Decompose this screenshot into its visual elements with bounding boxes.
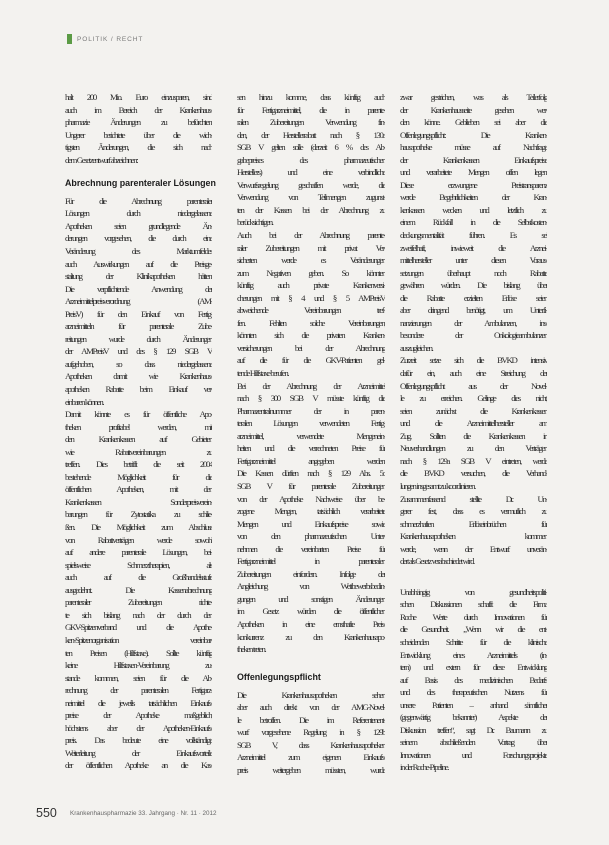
- text-line: barungen für Zytostatika zu schlie-: [65, 509, 212, 520]
- text-line: kenkassen wecken und letztlich zu: [400, 204, 547, 215]
- text-line: Bei der Abrechnung der Arzneimittel: [237, 380, 385, 391]
- text-line: treffen. Dies betrifft die seit 2004: [65, 459, 212, 470]
- page-number: 550: [36, 806, 57, 820]
- text-line: fen. Fehlten solche Vereinbarungen,: [237, 317, 385, 328]
- text-line: werde Begehrlichkeiten der Kran-: [400, 192, 547, 203]
- text-line: theken treten.: [237, 644, 266, 655]
- text-line: werde, wenn der Entwurf unverän-: [400, 543, 547, 554]
- text-line: auch im Bereich der Krankenhaus-: [65, 104, 212, 115]
- text-line: auf die für die GKV-Patienten gel-: [237, 355, 385, 366]
- text-line: abweichende Vereinbarungen tref-: [237, 305, 385, 316]
- text-line: schen Diskussionen schafft die Firma: [400, 599, 547, 610]
- text-line: auf andere parenterale Lösungen, bei-: [65, 547, 212, 558]
- section-label: POLITIK / RECHT: [77, 36, 144, 43]
- text-line: der Krankenkassen Einkaufspreise: [400, 154, 547, 165]
- text-line: im Gesetz würden die öffentlichen: [237, 606, 385, 617]
- text-line: Offenlegungspflicht aus der Novel-: [400, 380, 547, 391]
- text-line: aber auch direkt von der AMG-Novel-: [237, 702, 385, 713]
- text-line: Zubereitungen einfordern. Infolge der: [237, 568, 385, 579]
- text-line: konkurrenz zu den Krankenhausapo-: [237, 631, 385, 642]
- journal-reference: Krankenhauspharmazie 33. Jahrgang · Nr. 11 · 2012: [70, 810, 217, 817]
- text-line: Entwicklung eines Arzneimittels (in-: [400, 649, 547, 660]
- text-line: Die Krankenhausapotheken sehen: [237, 689, 385, 700]
- text-line: preis weitergeben müssten, wurde: [237, 764, 385, 775]
- text-line: höchstens aber der Apotheken-Einkaufs-: [65, 722, 212, 733]
- text-line: Für die Abrechnung parenteraler: [65, 195, 212, 206]
- text-line: Verwendung von Teilmengen zugunst-: [237, 192, 385, 203]
- text-line: auf Basis des medizinischen Bedarfs: [400, 674, 547, 685]
- text-line: könnten sich die privaten Kranken-: [237, 330, 385, 341]
- text-line: cherungen mit § 4 und § 5 AMPreisV: [237, 292, 385, 303]
- text-line: zweifelhaft, inwieweit die Arznei-: [400, 242, 547, 253]
- text-line: arzneimitteln für parenterale Zube-: [65, 321, 212, 332]
- text-line: Diese erzwungene Preistransparenz: [400, 179, 547, 190]
- text-line: setzungen überhaupt noch Rabatte: [400, 267, 547, 278]
- text-line: und verarbeitete Mengen offen legen.: [400, 167, 547, 178]
- text-line: staltung der Klinikapotheken hätten.: [65, 271, 212, 282]
- text-line: öffentlichen Apotheken, mit den: [65, 484, 212, 495]
- text-line: Auch bei der Abrechnung parente-: [237, 230, 385, 241]
- text-line: apotheken Rabatte beim Einkauf ver-: [65, 384, 212, 395]
- text-line: ten der Kassen bei der Abrechnung zu: [237, 204, 385, 215]
- text-line: tende Hilfstaxe berufen.: [237, 368, 289, 379]
- text-line: Zurzeit setze sich die BVKD intensiv: [400, 355, 547, 366]
- text-line: (gegenwärtig bekannter) Aspekte der: [400, 712, 547, 723]
- text-line: ten Preisen (Hilfstaxe). Sollte künftig: [65, 647, 212, 658]
- text-line: gewähren würden. Die bislang über: [400, 280, 547, 291]
- text-line: die Rabatte erzielten Erlöse seien: [400, 292, 547, 303]
- text-line: ken-Spitzenorganisation vereinbar-: [65, 634, 212, 645]
- text-line: und des therapeutischen Nutzens für: [400, 687, 547, 698]
- text-line: Arzneimittel zum eigenen Einkaufs-: [237, 752, 385, 763]
- text-column-3: [400, 91, 547, 774]
- paragraph: [400, 586, 547, 774]
- text-line: preis. Das bedeute eine vollständige: [65, 735, 212, 746]
- text-line: Veränderung des Marktumfeldes: [65, 246, 212, 256]
- text-line: seien zunächst die Krankenkassen: [400, 405, 547, 416]
- text-line: sen hinzu komme, dass künftig auch: [237, 92, 385, 102]
- text-line: Innovationen und Forschungsprojekte: [400, 749, 547, 760]
- text-line: Zusammenfassend stellte Dr. Un-: [400, 493, 547, 504]
- text-line: tigsten Änderungen, die sich nach: [65, 142, 212, 153]
- text-line: teralen Lösungen verwendeten Fertig-: [237, 418, 385, 429]
- text-line: Verwurfsregelung geschaffen werde, die: [237, 179, 385, 190]
- text-line: seinem abschließenden Vortrag über: [400, 737, 547, 748]
- text-line: halt 200 Mio. Euro einzusparen, sind: [65, 92, 212, 102]
- text-line: le betroffen. Die im Referentenent-: [237, 714, 385, 725]
- text-line: Offenlegungspflicht: Die Kranken-: [400, 129, 547, 140]
- text-line: einbaren können.: [65, 396, 104, 407]
- text-line: sicherten werde es Veränderungen: [237, 255, 385, 266]
- text-line: Pharmazentralnummer der in paren-: [237, 405, 385, 416]
- text-line: Herstellers) und eine verbindliche: [237, 167, 385, 178]
- text-line: und die Arzneimittelhersteller am: [400, 418, 547, 429]
- text-line: dem Gesetzentwurf abzeichnen:: [65, 154, 138, 165]
- text-line: lungen insgesamt zu koordinieren.: [400, 480, 475, 491]
- text-line: zogene Mengen, tatsächlich verarbeitete: [237, 506, 385, 517]
- text-line: te sich bislang nach der durch den: [65, 609, 212, 620]
- text-line: Zug. Sollten die Krankenkassen in: [400, 430, 547, 441]
- text-line: in der Roche-Pipeline.: [400, 762, 449, 773]
- text-line: den Krankenkassen auf Gebieten: [65, 434, 212, 445]
- text-line: Fertigarzneimittel angegeben werden.: [237, 455, 385, 466]
- text-line: dafür ein, auch eine Streichung der: [400, 368, 547, 379]
- text-line: Neuverhandlungen zu den Verträgen: [400, 443, 547, 454]
- text-line: besondere der Onkologieambulanzen: [400, 330, 547, 341]
- paragraph: [237, 229, 385, 380]
- text-line: einem Rückfall in die Selbstkosten-: [400, 217, 547, 228]
- text-line: hausapotheke müsse auf Nachfrage: [400, 142, 547, 153]
- text-line: dert als Gesetz verabschiedet wird.: [400, 556, 474, 567]
- text-line: SGB V für parenterale Zubereitungen: [237, 480, 385, 491]
- text-line: preise der Apotheke maßgeblich,: [65, 710, 212, 721]
- text-line: versicherungen bei der Abrechnung: [237, 342, 385, 353]
- text-line: wurf vorgesehene Regelung in § 129b: [237, 727, 385, 738]
- text-line: heiten und die verrechneten Preise für: [237, 443, 385, 454]
- text-line: rechnung der parenteralen Fertigarz-: [65, 685, 212, 696]
- text-line: parenteraler Zubereitungen richte-: [65, 597, 212, 608]
- text-line: die Gesundheit. „Wenn wir die ent-: [400, 624, 547, 635]
- paragraph: [65, 408, 212, 772]
- text-line: Ungerer berichtete über die wich-: [65, 129, 212, 140]
- text-line: auch Auswirkungen auf die Preisge-: [65, 258, 212, 269]
- text-line: raler Zubereitungen mit privat Ver-: [237, 242, 385, 253]
- text-line: spielsweise Schmerztherapien, als: [65, 559, 212, 570]
- text-line: von den pharmazeutischen Unter-: [237, 531, 385, 542]
- text-line: künftig auch private Krankenversi-: [237, 280, 385, 291]
- paragraph: [65, 195, 212, 408]
- text-line: Krankenkassen Sonderpreisverein-: [65, 496, 212, 507]
- text-line: berücksichtigen.: [237, 217, 273, 228]
- text-line: keine Hilfstaxen-Vereinbarung zu-: [65, 660, 212, 671]
- text-line: stande kommen, seien für die Ab-: [65, 672, 212, 683]
- text-line: zwar gestrichen, was als Teilerfolg: [400, 92, 547, 102]
- text-line: theken profitabel werden, mit: [65, 421, 212, 432]
- text-line: von Rabattverträgen werde sowohl: [65, 534, 212, 545]
- text-line: nach § 300 SGB V müsste künftig die: [237, 393, 385, 404]
- text-line: nanzierungen der Ambulanzen, ins-: [400, 317, 547, 328]
- text-line: der AMPreisV und des § 129 SGB V: [65, 346, 212, 357]
- text-line: Apotheken in eine ernsthafte Preis-: [237, 618, 385, 629]
- text-line: gungen und sonstigen Änderungen: [237, 593, 385, 604]
- text-line: nach § 129a SGB V eintreten, werde: [400, 455, 547, 466]
- text-column-2: [237, 91, 385, 776]
- section-heading: Offenlegungspflicht: [237, 671, 321, 682]
- text-line: GKV-Spitzenverband und die Apothe-: [65, 622, 212, 633]
- paragraph: [65, 91, 212, 166]
- paragraph: [400, 91, 547, 354]
- text-line: auszugleichen.: [400, 342, 433, 353]
- text-line: Arzneimittelpreisverordnung (AM-: [65, 296, 212, 307]
- text-line: tern) und extern für diese Entwicklung: [400, 662, 547, 673]
- paragraph: [237, 380, 385, 656]
- text-line: arzneimittel, verwendete Mengenein-: [237, 430, 385, 441]
- text-line: pharmazie Änderungen zu befürchten.: [65, 117, 212, 128]
- text-line: Lösungen durch niedergelassene: [65, 208, 212, 219]
- paragraph: [237, 689, 385, 777]
- text-line: Weiterleitung der Einkaufsvorteile: [65, 747, 212, 758]
- text-line: Die Kassen dürften nach § 129 Abs. 5c: [237, 468, 385, 479]
- text-line: ralen Zubereitungen Verwendung fin-: [237, 117, 385, 128]
- text-line: Apotheken damit wie Krankenhaus-: [65, 371, 212, 382]
- section-marker: [67, 34, 72, 44]
- paragraph: [400, 493, 547, 568]
- text-line: schmerzhaften Erlöseinbrüchen für: [400, 518, 547, 529]
- text-line: für Fertigarzneimittel, die in parente-: [237, 104, 385, 115]
- text-line: der öffentlichen Apotheke an die Kas-: [65, 760, 212, 771]
- text-line: Die verpflichtende Anwendung der: [65, 283, 212, 294]
- text-line: nehmen die vereinbarten Preise für: [237, 543, 385, 554]
- text-line: bestehende Möglichkeit für die: [65, 471, 212, 482]
- text-line: zum Negativen geben. So könnten: [237, 267, 385, 278]
- text-line: der Krankenhausseite gesehen wer-: [400, 104, 547, 115]
- text-line: Fertigarzneimittel in parenteralen: [237, 556, 385, 567]
- text-line: ßen. Die Möglichkeit zum Abschluss: [65, 522, 212, 533]
- text-line: aber dringend benötigt, um Unterfi-: [400, 305, 547, 316]
- text-line: reitungen wurde durch Änderungen: [65, 333, 212, 344]
- text-line: Unabhängig von gesundheitspoliti-: [400, 586, 547, 597]
- section-heading: Abrechnung parenteraler Lösungen: [65, 177, 216, 188]
- text-line: SGB V gelten solle (derzeit 6 % des Ab-: [237, 142, 385, 153]
- text-line: deckungsmentalität führen. Es sei: [400, 230, 547, 241]
- text-line: Diskussion treffen“, sagt Dr. Baumann zu: [400, 724, 547, 735]
- text-line: derungen vorgesehen, die durch eine: [65, 233, 212, 244]
- text-line: mittelhersteller unter diesen Voraus-: [400, 255, 547, 266]
- text-line: gerer fest, dass es vermutlich zu: [400, 506, 547, 517]
- text-line: auch auf die Großhandelsstufe: [65, 572, 212, 583]
- text-line: die BVKD versuchen, die Verhand-: [400, 468, 547, 479]
- text-line: den, der Herstellerrabatt nach § 130a: [237, 129, 385, 140]
- text-line: Damit könnte es für öffentliche Apo-: [65, 409, 212, 420]
- text-line: Apotheken seien grundlegende Än-: [65, 220, 212, 231]
- text-line: gabepreises des pharmazeutischen: [237, 154, 385, 165]
- text-line: den könne. Geblieben sei aber die: [400, 117, 547, 128]
- text-line: scheidenden Schritte für die klinische: [400, 636, 547, 647]
- text-line: Krankenhausapotheken kommen: [400, 531, 547, 542]
- text-line: le zu erreichen. Gelinge dies nicht,: [400, 393, 547, 404]
- text-column-1: [65, 91, 216, 772]
- text-line: von der Apotheke Nachweise über be-: [237, 493, 385, 504]
- text-line: Roche Werte durch Innovationen für: [400, 611, 547, 622]
- paragraph: [400, 354, 547, 492]
- text-line: wie Rabattvereinbarungen zu: [65, 446, 212, 457]
- text-line: aufgehoben, so dass niedergelassene: [65, 358, 212, 369]
- text-line: Mengen und Einkaufspreise sowie: [237, 518, 385, 529]
- text-line: unsere Patienten – anhand sämtlicher: [400, 699, 547, 710]
- text-line: neimittel die jeweils tatsächlichen Einkaufs-: [65, 697, 212, 708]
- paragraph: [237, 91, 385, 229]
- text-line: SGB V, dass Krankenhausapotheken: [237, 739, 385, 750]
- text-line: PreisV) für den Einkauf von Fertig-: [65, 308, 212, 319]
- text-line: ausgedehnt. Die Kassenabrechnung: [65, 584, 212, 595]
- text-line: Angleichung von Wettbewerbsbedin-: [237, 581, 385, 592]
